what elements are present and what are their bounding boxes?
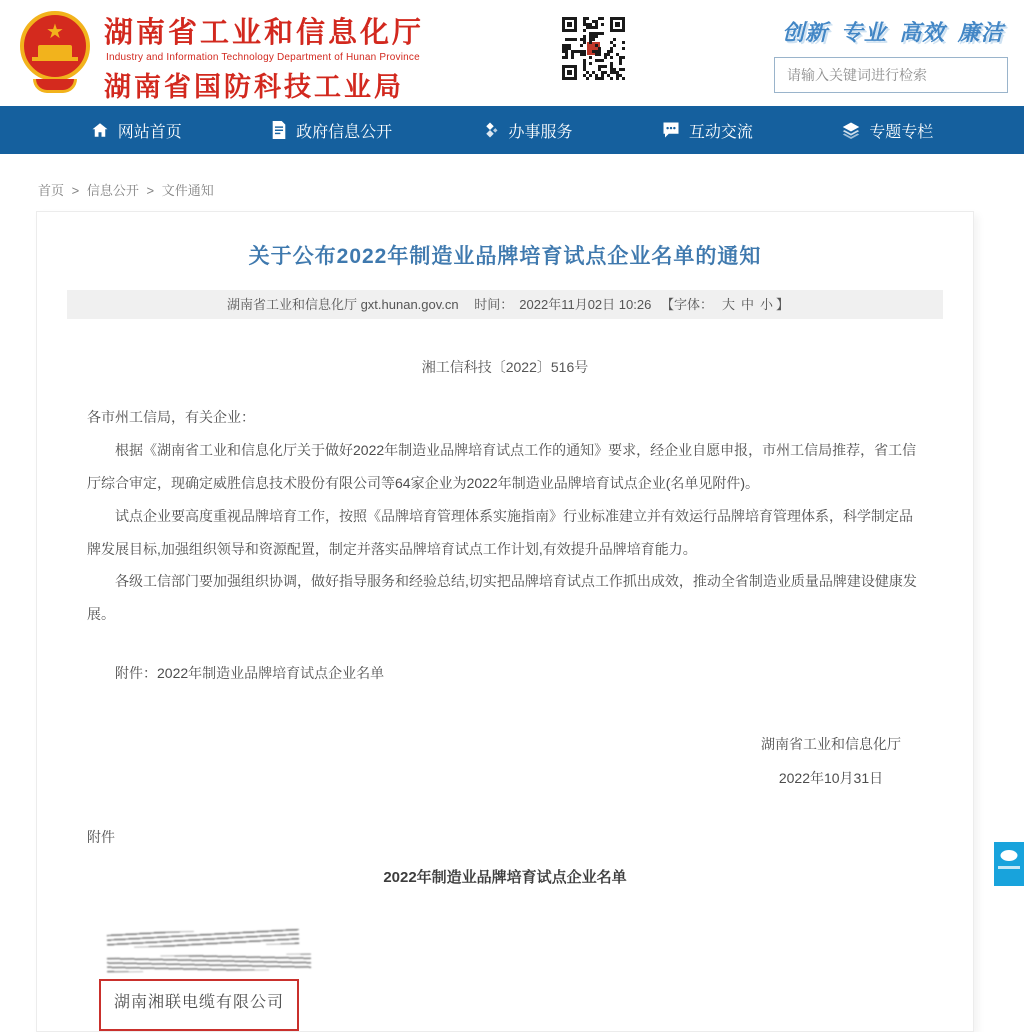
- org-titles: [104, 10, 424, 104]
- signature-org: 湖南省工业和信息化厅: [761, 736, 901, 753]
- org-name-cn2: 湖南省国防科技工业局: [104, 72, 404, 102]
- nav-item-label: 专题专栏: [869, 123, 934, 141]
- paragraph: 试点企业要高度重视品牌培育工作，按照《品牌培育管理体系实施指南》行业标准建立并有效运行品牌培育管理体系，科学制定品牌发展目标,加强组织领导和资源配置，制定并落实品牌培育试点工作计划,有效提升品牌培育能力。: [87, 507, 913, 557]
- national-emblem-logo: [14, 9, 96, 95]
- document-icon: [271, 121, 287, 139]
- home-icon: [91, 121, 109, 139]
- slogan-word: 专业: [840, 20, 887, 45]
- breadcrumb: [38, 180, 1024, 199]
- qr-finder-icon: [610, 17, 625, 32]
- document-number: 湘工信科技〔2022〕516号: [421, 359, 589, 375]
- salutation: 各市州工信局，有关企业：: [87, 409, 255, 425]
- slogan-word: 高效: [899, 20, 946, 45]
- emblem-gate: [38, 45, 72, 57]
- breadcrumb-item-info[interactable]: 信息公开: [86, 183, 139, 198]
- breadcrumb-item-home[interactable]: 首页: [38, 183, 65, 198]
- appendix-label: 附件: [87, 829, 115, 846]
- qr-code-pattern: [562, 17, 625, 80]
- nav-item-label: 政府信息公开: [296, 123, 393, 141]
- main-nav: [0, 106, 1024, 154]
- org-name-cn: 湖南省工业和信息化厅: [104, 17, 425, 49]
- signature-block: [87, 728, 923, 795]
- breadcrumb-separator: >: [146, 183, 155, 198]
- font-size-suffix: 】: [776, 297, 790, 312]
- site-header: [0, 0, 1024, 106]
- redacted-line: [107, 954, 311, 973]
- font-size-small-button[interactable]: 小: [759, 297, 773, 312]
- nav-item-label: 互动交流: [688, 123, 753, 141]
- slogan-word: 廉洁: [957, 20, 1004, 45]
- floating-widget-logo[interactable]: [994, 842, 1024, 886]
- signature-inner: [761, 728, 901, 795]
- layers-icon: [842, 121, 860, 139]
- nav-item-interaction[interactable]: [662, 119, 753, 142]
- slogan-banner: [774, 16, 1012, 47]
- nav-item-services[interactable]: [481, 119, 572, 142]
- chat-icon: [662, 121, 680, 139]
- services-icon: [481, 121, 499, 139]
- search-input[interactable]: [774, 57, 1008, 93]
- qr-finder-icon: [562, 17, 577, 32]
- emblem-star-icon: ★: [46, 21, 64, 43]
- emblem-base: [33, 79, 77, 93]
- breadcrumb-separator: >: [71, 183, 80, 198]
- qr-finder-icon: [562, 65, 577, 80]
- article-time-label: 时间：: [474, 297, 514, 312]
- attachment-line: 附件：2022年制造业品牌培育试点企业名单: [115, 665, 385, 682]
- header-right: [774, 16, 1012, 93]
- paragraph: 各级工信部门要加强组织协调，做好指导服务和经验总结,切实把品牌培育试点工作抓出成效，推动全省制造业质量品牌建设健康发展。: [87, 573, 917, 623]
- nav-item-gov-info[interactable]: [271, 119, 392, 142]
- signature-date: 2022年10月31日: [778, 769, 884, 786]
- page-title: 关于公布2022年制造业品牌培育试点企业名单的通知: [248, 245, 762, 268]
- nav-item-label: 办事服务: [508, 123, 573, 141]
- article-meta-bar: [67, 290, 943, 319]
- article-time: 2022年11月02日 10:26: [519, 297, 652, 312]
- nav-item-label: 网站首页: [117, 123, 182, 141]
- breadcrumb-item-notices[interactable]: 文件通知: [161, 183, 214, 198]
- font-size-prefix: 【字体：: [660, 297, 713, 312]
- article-source: 湖南省工业和信息化厅 gxt.hunan.gov.cn: [226, 297, 459, 312]
- org-name-en: Industry and Information Technology Department of Hunan Province: [106, 52, 420, 63]
- nav-item-topics[interactable]: [842, 119, 933, 142]
- highlighted-company-box: 湖南湘联电缆有限公司: [99, 979, 299, 1031]
- appendix-title: 2022年制造业品牌培育试点企业名单: [383, 869, 627, 887]
- article-card: [36, 211, 974, 1032]
- font-size-medium-button[interactable]: 中: [740, 297, 754, 312]
- font-size-large-button[interactable]: 大: [721, 297, 735, 312]
- paragraph: 根据《湖南省工业和信息化厅关于做好2022年制造业品牌培育试点工作的通知》要求，经企业自愿申报，市州工信局推荐，省工信厅综合审定，现确定威胜信息技术股份有限公司等64家企业为2022年制造业品牌培育试点企业(名单见附件)。: [87, 441, 917, 491]
- redacted-line: [107, 929, 299, 948]
- document-body: [37, 401, 973, 1031]
- slogan-word: 创新: [782, 20, 829, 45]
- nav-item-home[interactable]: [91, 119, 182, 142]
- qr-code: [560, 15, 627, 82]
